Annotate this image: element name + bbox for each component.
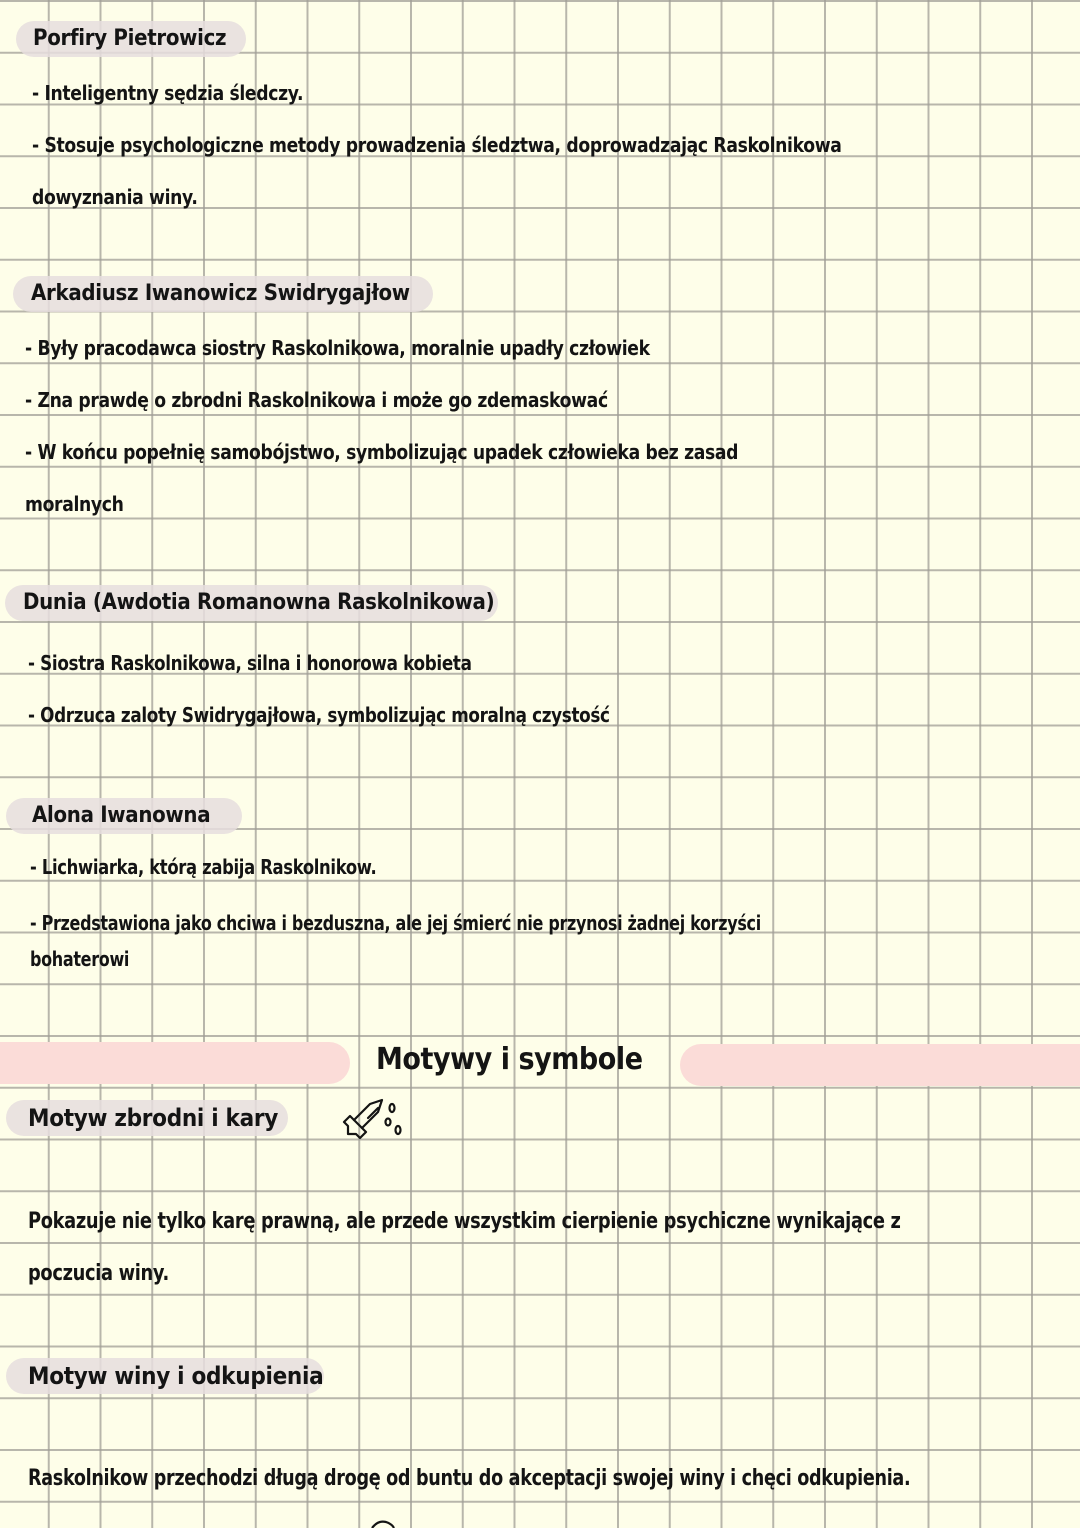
motif-name: Motyw zbrodni i kary <box>28 1104 278 1132</box>
section-band-left <box>0 1042 350 1084</box>
character-heading-swidrygajlow <box>13 276 433 312</box>
motif-heading-zbrodnia <box>6 1100 288 1136</box>
character-name: Porfiry Pietrowicz <box>33 26 227 51</box>
section-title: Motywy i symbole <box>376 1042 643 1077</box>
character-line: - Zna prawdę o zbrodni Raskolnikowa i może go zdemaskować <box>25 388 608 412</box>
character-line: moralnych <box>25 492 124 516</box>
character-line: - Stosuje psychologiczne metody prowadzenia śledztwa, doprowadzając Raskolnikowa <box>32 133 842 157</box>
character-heading-alona <box>6 798 242 834</box>
doodle-icon <box>370 1520 400 1528</box>
character-line: dowyznania winy. <box>32 185 198 209</box>
character-line: - Odrzuca zaloty Swidrygajłowa, symbolizując moralną czystość <box>28 703 610 727</box>
motif-heading-wina <box>6 1358 324 1394</box>
motif-line: Pokazuje nie tylko karę prawną, ale przede wszystkim cierpienie psychiczne wynikające z <box>28 1209 901 1234</box>
character-name: Dunia (Awdotia Romanowna Raskolnikowa) <box>23 590 495 615</box>
sword-icon <box>336 1094 406 1140</box>
character-name: Alona Iwanowna <box>32 803 211 828</box>
motif-line: Raskolnikow przechodzi długą drogę od buntu do akceptacji swojej winy i chęci odkupienia. <box>28 1466 911 1491</box>
character-line: - W końcu popełnię samobójstwo, symbolizując upadek człowieka bez zasad <box>25 440 739 464</box>
character-line: - Siostra Raskolnikowa, silna i honorowa kobieta <box>28 651 472 675</box>
section-band-right <box>680 1044 1080 1086</box>
character-line: - Przedstawiona jako chciwa i bezduszna, ale jej śmierć nie przynosi żadnej korzyści <box>30 911 761 935</box>
motif-name: Motyw winy i odkupienia <box>28 1362 324 1390</box>
character-name: Arkadiusz Iwanowicz Swidrygajłow <box>31 281 410 306</box>
character-heading-porfiry <box>16 21 246 57</box>
character-line: bohaterowi <box>30 947 130 971</box>
character-line: - Były pracodawca siostry Raskolnikowa, moralnie upadły człowiek <box>25 336 650 360</box>
character-line: - Inteligentny sędzia śledczy. <box>32 81 304 105</box>
character-heading-dunia <box>5 585 498 621</box>
character-line: - Lichwiarka, którą zabija Raskolnikow. <box>30 855 377 879</box>
motif-line: poczucia winy. <box>28 1261 170 1286</box>
